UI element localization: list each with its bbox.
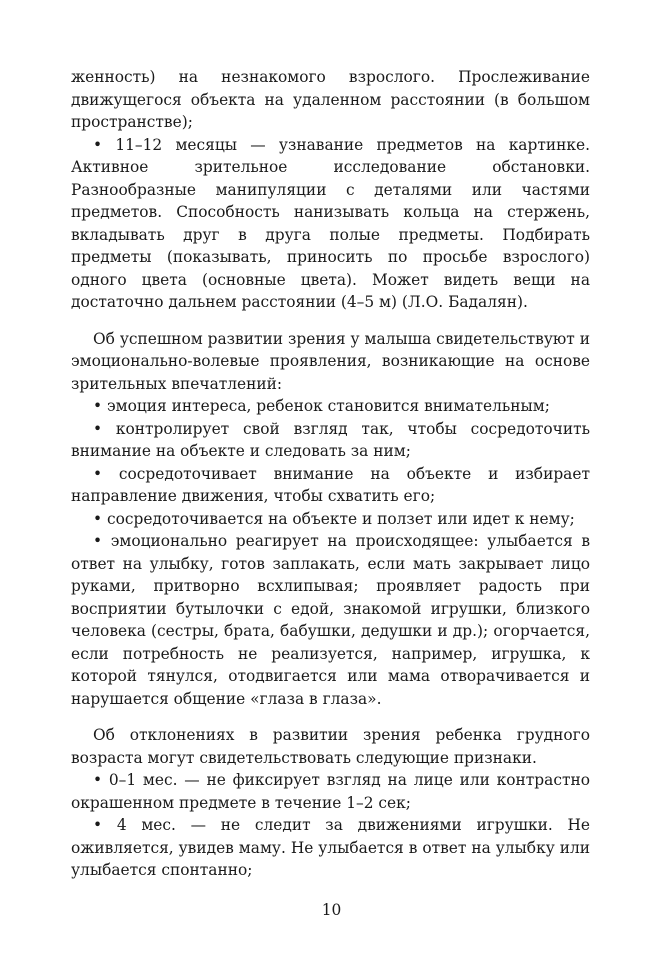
bullet-icon: • — [93, 816, 117, 834]
paragraph: Об отклонениях в развитии зрения ребенка грудного возраста могут свидетельствовать следующие признаки. — [71, 726, 590, 767]
text-column — [71, 66, 590, 882]
bullet-item — [71, 418, 590, 463]
bullet-text: сосредоточивается на объекте и ползет или идет к нему; — [106, 509, 575, 528]
bullet-icon: • — [93, 419, 116, 438]
paragraph: Об успешном развитии зрения у малыша свидетельствуют и эмоционально-волевые проявления, возникающие на основе зрительных впечатлений: — [71, 329, 590, 393]
bullet-icon: • — [93, 771, 109, 789]
bullet-icon: • — [93, 464, 119, 483]
paragraph-gap — [71, 710, 590, 724]
bullet-icon: • — [93, 397, 107, 415]
bullet-text: 0–1 мес. — не фиксирует взгляд на лице или контрастно окрашенном предмете в течение 1–2 сек; — [71, 771, 590, 812]
bullet-item — [71, 530, 590, 710]
bullet-text: 4 мес. — не следит за движениями игрушки. Не оживляется, увидев маму. Не улыбается в ответ на улыбку или улыбается спонтанно; — [71, 816, 590, 879]
bullet-text: эмоция интереса, ребенок становится внимательным; — [106, 397, 550, 415]
bullet-icon: • — [93, 135, 116, 154]
paragraph: женность) на незнакомого взрослого. Прослеживание движущегося объекта на удаленном расстоянии (в большом пространстве); — [71, 68, 590, 131]
bullet-text: сосредоточивает внимание на объекте и избирает направление движения, чтобы схватить его; — [71, 464, 590, 505]
bullet-icon: • — [93, 532, 111, 550]
bullet-text: контролирует свой взгляд так, чтобы сосредоточить внимание на объекте и следовать за ним; — [71, 419, 590, 460]
paragraph-gap — [71, 314, 590, 328]
page-number: 10 — [321, 901, 342, 919]
bullet-text: 11–12 месяцы — узнавание предметов на картинке. Активное зрительное исследование обстановки. Разнообразные манипуляции с деталями или частями предметов. Способность нанизывать кольца на стержень, вкладывать друг в друга полые предметы. Подбирать предметы (показывать, приносить по просьбе взрослого) одного цвета (основные цвета). Может видеть вещи на достаточно дальнем расстоянии (4–5 м) (Л.О. Бадалян). — [71, 135, 590, 311]
bullet-item — [71, 395, 590, 418]
bullet-item — [71, 508, 590, 531]
bullet-item — [71, 463, 590, 508]
bullet-text: эмоционально реагирует на происходящее: улыбается в ответ на улыбку, готов заплакать, если мать закрывает лицо руками, притворно всхлипывая; проявляет радость при восприятии бутылочки с едой, знакомой игрушки, близкого человека (сестры, брата, бабушки, дедушки и др.); огорчается, если потребность не реализуется, например, игрушка, к которой тянулся, отодвигается или мама отворачивается и нарушается общение «глаза в глаза». — [71, 532, 590, 708]
bullet-item — [71, 769, 590, 814]
bullet-item — [71, 134, 590, 314]
bullet-icon: • — [93, 509, 107, 528]
bullet-item — [71, 814, 590, 882]
